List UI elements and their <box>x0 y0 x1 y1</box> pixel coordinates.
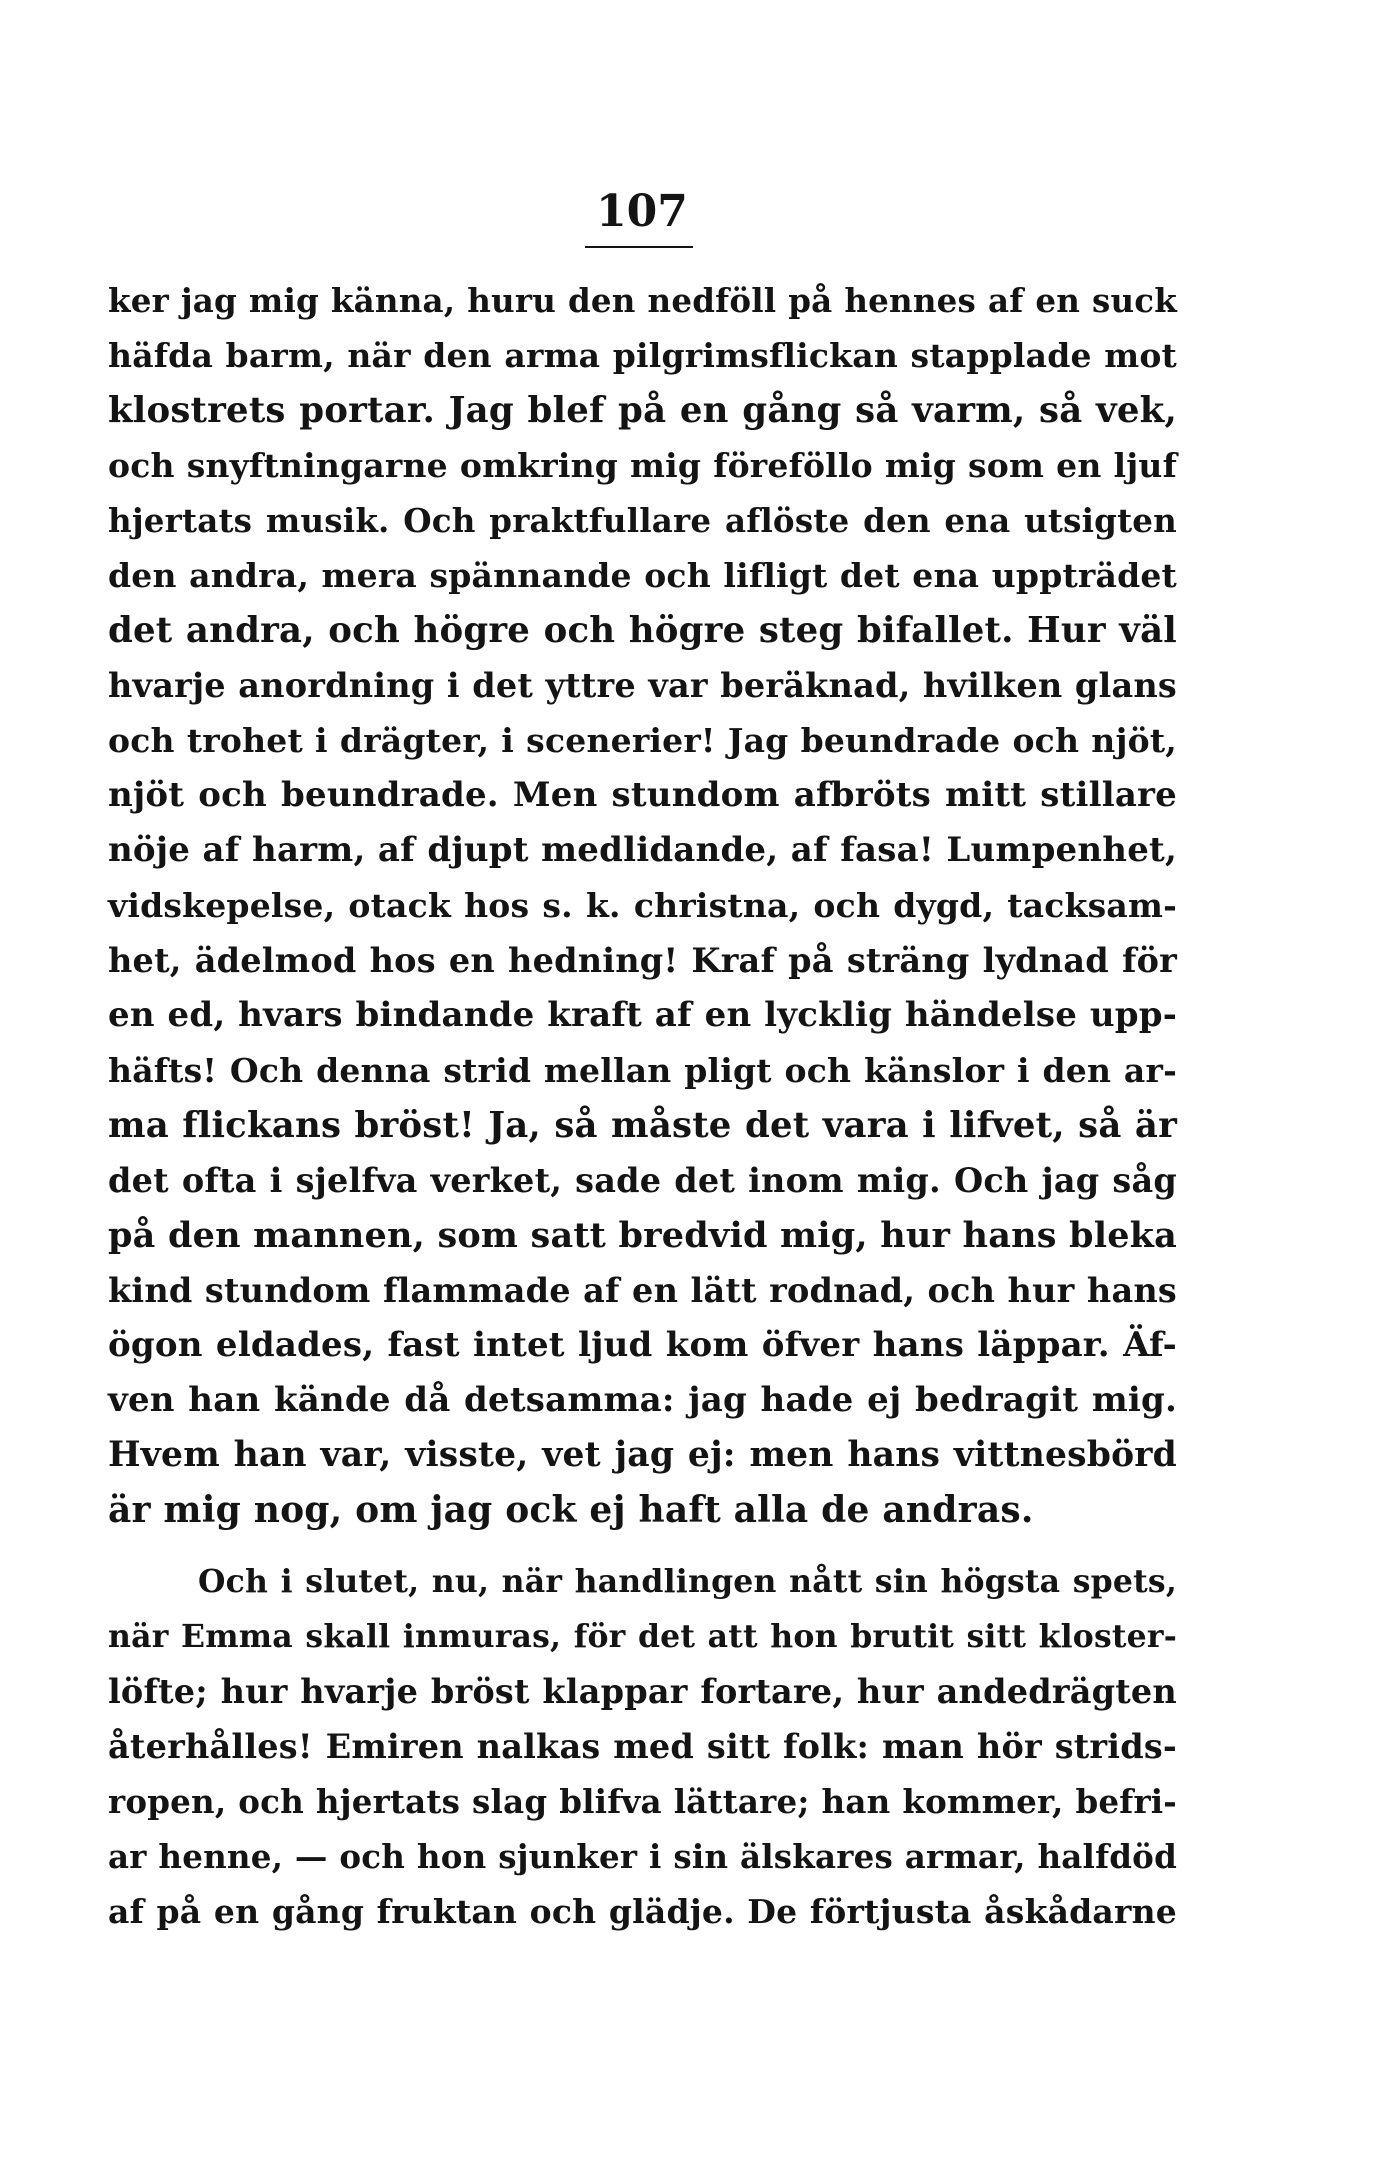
text-line: vidskepelse, otack hos s. k. christna, och dygd, tacksam- <box>108 886 1177 925</box>
paragraph-gap <box>108 1538 1177 1554</box>
text-line: nöje af harm, af djupt medlidande, af fasa! Lumpenhet, <box>108 830 1177 870</box>
text-line: ögon eldades, fast intet ljud kom öfver hans läppar. Äf- <box>108 1325 1177 1365</box>
text-line: het, ädelmod hos en hedning! Kraf på sträng lydnad för <box>108 941 1177 980</box>
text-line: och trohet i drägter, i scenerier! Jag beundrade och njöt, <box>108 721 1177 760</box>
text-line: hvarje anordning i det yttre var beräknad, hvilken glans <box>108 666 1177 705</box>
text-line: när Emma skall inmuras, för det att hon brutit sitt kloster- <box>108 1618 1177 1655</box>
text-line: en ed, hvars bindande kraft af en lycklig händelse upp- <box>108 995 1177 1035</box>
text-line: ropen, och hjertats slag blifva lättare; han kommer, befri- <box>108 1782 1177 1821</box>
text-line: Hvem han var, visste, vet jag ej: men hans vittnesbörd <box>108 1435 1177 1475</box>
body-text <box>108 273 1177 1939</box>
text-line: ker jag mig känna, huru den nedföll på hennes af en suck <box>108 281 1177 320</box>
text-line: ven han kände då detsamma: jag hade ej bedragit mig. <box>108 1380 1177 1420</box>
text-line: löfte; hur hvarje bröst klappar fortare, hur andedrägten <box>108 1672 1177 1711</box>
text-line: kind stundom flammade af en lätt rodnad, och hur hans <box>108 1271 1177 1310</box>
text-line: häfda barm, när den arma pilgrimsflickan stapplade mot <box>108 336 1177 375</box>
text-line: återhålles! Emiren nalkas med sitt folk: man hör strids- <box>108 1727 1177 1766</box>
page-number: 107 <box>596 186 688 237</box>
paragraph-1 <box>108 273 1177 1538</box>
text-line: det ofta i sjelfva verket, sade det inom mig. Och jag såg <box>108 1161 1177 1200</box>
text-line: njöt och beundrade. Men stundom afbröts mitt stillare <box>108 775 1177 815</box>
text-line: klostrets portar. Jag blef på en gång så varm, så vek, <box>108 390 1177 431</box>
text-line: den andra, mera spännande och lifligt det ena uppträdet <box>108 556 1177 595</box>
text-line: det andra, och högre och högre steg bifallet. Hur väl <box>108 610 1177 651</box>
text-line: Och i slutet, nu, när handlingen nått sin högsta spets, <box>198 1563 1177 1600</box>
text-line: hjertats musik. Och praktfullare aflöste den ena utsigten <box>108 501 1177 540</box>
text-line: är mig nog, om jag ock ej haft alla de andras. <box>108 1489 1034 1531</box>
page-number-rule <box>585 246 693 248</box>
text-line: och snyftningarne omkring mig föreföllo mig som en ljuf <box>108 446 1177 485</box>
text-line: ar henne, — och hon sjunker i sin älskares armar, halfdöd <box>108 1837 1177 1876</box>
text-line: på den mannen, som satt bredvid mig, hur hans bleka <box>108 1215 1177 1256</box>
text-line: af på en gång fruktan och glädje. De förtjusta åskådarne <box>108 1892 1177 1931</box>
paragraph-2 <box>108 1554 1177 1939</box>
text-line: häfts! Och denna strid mellan pligt och känslor i den ar- <box>108 1051 1177 1090</box>
text-line: ma flickans bröst! Ja, så måste det vara i lifvet, så är <box>108 1105 1177 1146</box>
